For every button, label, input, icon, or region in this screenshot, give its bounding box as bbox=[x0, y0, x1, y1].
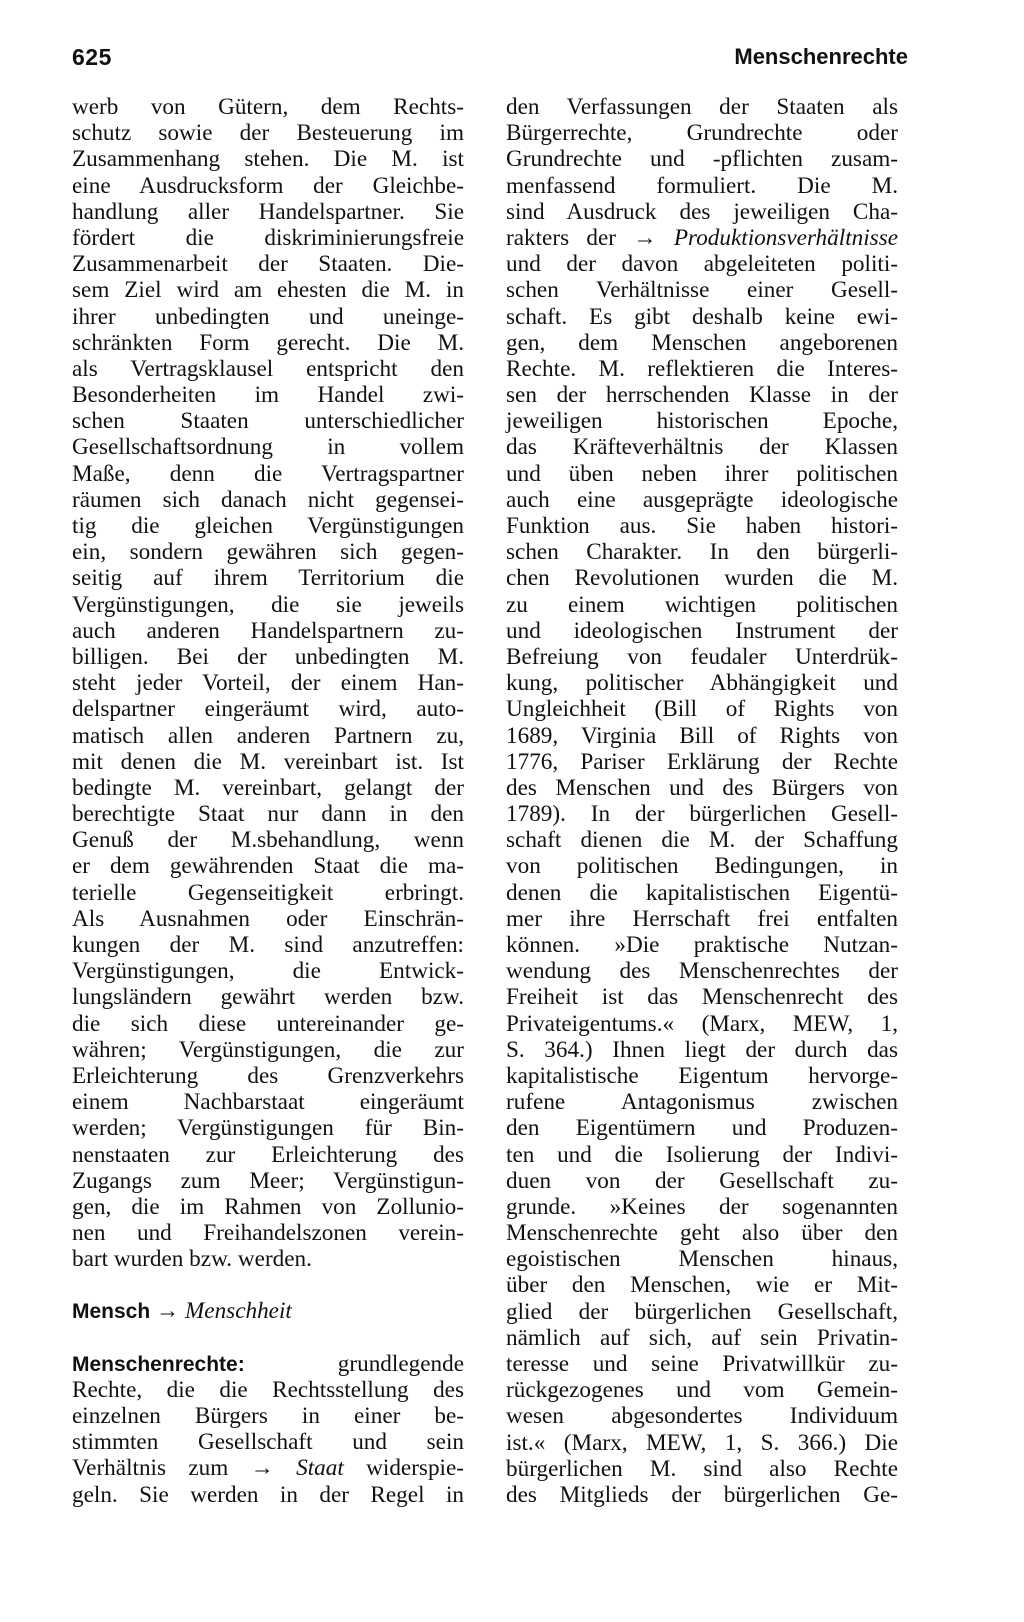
text-line: schränkten Form gerecht. Die M. bbox=[72, 329, 464, 356]
text-line: rückgezogenes und vom Gemein- bbox=[506, 1377, 898, 1404]
text-line: die sich diese untereinander ge- bbox=[72, 1010, 464, 1037]
text-line: mit denen die M. vereinbart ist. Ist bbox=[72, 748, 464, 775]
text-line: stimmten Gesellschaft und sein bbox=[72, 1429, 464, 1456]
text-line: nenstaaten zur Erleichterung des bbox=[72, 1141, 464, 1168]
text-line: steht jeder Vorteil, der einem Han- bbox=[72, 670, 464, 697]
cross-reference: Menschheit bbox=[184, 1298, 292, 1325]
text-line: zu einem wichtigen politischen bbox=[506, 591, 898, 618]
paragraph-gap bbox=[72, 1325, 464, 1351]
text-line: berechtigte Staat nur dann in den bbox=[72, 801, 464, 828]
text-line: sem Ziel wird am ehesten die M. in bbox=[72, 277, 464, 304]
text-line: nämlich auf sich, auf sein Privatin- bbox=[506, 1324, 898, 1351]
paragraph-gap bbox=[72, 1272, 464, 1298]
text-line: matisch allen anderen Partnern zu, bbox=[72, 722, 464, 749]
text-line: billigen. Bei der unbedingten M. bbox=[72, 643, 464, 670]
text-line: Grundrechte und -pflichten zusam- bbox=[506, 146, 898, 173]
text-line: Zusammenhang stehen. Die M. ist bbox=[72, 146, 464, 173]
text-line: terielle Gegenseitigkeit erbringt. bbox=[72, 879, 464, 906]
text-line: gen, die im Rahmen von Zollunio- bbox=[72, 1193, 464, 1220]
text-line: können. »Die praktische Nutzan- bbox=[506, 932, 898, 958]
text-line: schaft. Es gibt deshalb keine ewi- bbox=[506, 303, 898, 330]
text-line: denen die kapitalistischen Eigentü- bbox=[506, 879, 898, 906]
text-line: wendung des Menschenrechtes der bbox=[506, 958, 898, 985]
text-line: grunde. »Keines der sogenannten bbox=[506, 1193, 898, 1220]
text-line: mer ihre Herrschaft frei entfalten bbox=[506, 905, 898, 932]
text-line: gen, dem Menschen angeborenen bbox=[506, 329, 898, 356]
arrow-icon: → bbox=[155, 1298, 180, 1325]
running-head: Menschenrechte bbox=[734, 44, 908, 69]
text-line: rufene Antagonismus zwischen bbox=[506, 1089, 898, 1116]
text-segment: widerspie- bbox=[366, 1455, 464, 1482]
text-line: 1789). In der bürgerlichen Gesell- bbox=[506, 801, 898, 828]
text-line: und der davon abgeleiteten politi- bbox=[506, 251, 898, 278]
text-line: Menschenrechte geht also über den bbox=[506, 1220, 898, 1247]
text-line: ten und die Isolierung der Indivi- bbox=[506, 1141, 898, 1168]
text-line: bedingte M. vereinbart, gelangt der bbox=[72, 774, 464, 801]
text-line: schen Charakter. In den bürgerli- bbox=[506, 539, 898, 566]
text-line: Maße, denn die Vertragspartner bbox=[72, 460, 464, 487]
text-line: sind Ausdruck des jeweiligen Cha- bbox=[506, 198, 898, 225]
text-line: schen Verhältnisse einer Gesell- bbox=[506, 277, 898, 304]
text-line: Bürgerrechte, Grundrechte oder bbox=[506, 120, 898, 147]
text-line: delspartner eingeräumt wird, auto- bbox=[72, 696, 464, 723]
text-line: ihrer unbedingten und uneinge- bbox=[72, 303, 464, 330]
text-line: auch eine ausgeprägte ideologische bbox=[506, 486, 898, 513]
text-line: schaft dienen die M. der Schaffung bbox=[506, 827, 898, 854]
text-line: werden; Vergünstigungen für Bin- bbox=[72, 1115, 464, 1142]
text-line: Als Ausnahmen oder Einschrän- bbox=[72, 905, 464, 932]
text-line: duen von der Gesellschaft zu- bbox=[506, 1167, 898, 1194]
text-line: Rechte. M. reflektieren die Interes- bbox=[506, 355, 898, 382]
text-line: wesen abgesondertes Individuum bbox=[506, 1403, 898, 1430]
text-line bbox=[72, 1455, 464, 1481]
text-line: Freiheit ist das Menschenrecht des bbox=[506, 984, 898, 1011]
text-line: tig die gleichen Vergünstigungen bbox=[72, 513, 464, 539]
page-header bbox=[72, 44, 908, 78]
text-line: Rechte, die die Rechtsstellung des bbox=[72, 1376, 464, 1403]
text-line: lungsländern gewährt werden bzw. bbox=[72, 984, 464, 1011]
text-line: kapitalistische Eigentum hervorge- bbox=[506, 1062, 898, 1089]
text-line: jeweiligen historischen Epoche, bbox=[506, 408, 898, 435]
entry-term: Menschenrechte: bbox=[72, 1352, 245, 1376]
entry-term: Mensch bbox=[72, 1300, 151, 1324]
text-line: teresse und seine Privatwillkür zu- bbox=[506, 1351, 898, 1377]
text-line: ein, sondern gewähren sich gegen- bbox=[72, 539, 464, 566]
text-line: geln. Sie werden in der Regel in bbox=[72, 1481, 464, 1508]
text-line: handlung aller Handelspartner. Sie bbox=[72, 198, 464, 225]
text-line bbox=[506, 225, 898, 251]
text-line: werb von Gütern, dem Rechts- bbox=[72, 94, 464, 120]
text-line: kungen der M. sind anzutreffen: bbox=[72, 932, 464, 958]
text-line: schutz sowie der Besteuerung im bbox=[72, 120, 464, 147]
text-line: Ungleichheit (Bill of Rights von bbox=[506, 696, 898, 723]
page-number: 625 bbox=[72, 44, 112, 70]
text-segment: grundlegende bbox=[337, 1350, 464, 1377]
arrow-icon: → bbox=[633, 224, 657, 251]
text-line: er dem gewährenden Staat die ma- bbox=[72, 853, 464, 880]
text-line: Vergünstigungen, die Entwick- bbox=[72, 958, 464, 985]
text-line: Zugangs zum Meer; Vergünstigun- bbox=[72, 1167, 464, 1194]
text-line: und üben neben ihrer politischen bbox=[506, 460, 898, 487]
text-line: Vergünstigungen, die sie jeweils bbox=[72, 591, 464, 618]
text-line: Funktion aus. Sie haben histori- bbox=[506, 513, 898, 539]
text-line: Zusammenarbeit der Staaten. Die- bbox=[72, 251, 464, 278]
right-column bbox=[506, 94, 898, 1508]
text-line: Erleichterung des Grenzverkehrs bbox=[72, 1062, 464, 1089]
text-line: fördert die diskriminierungsfreie bbox=[72, 224, 464, 251]
text-line: glied der bürgerlichen Gesellschaft, bbox=[506, 1298, 898, 1325]
text-line: eine Ausdrucksform der Gleichbe- bbox=[72, 172, 464, 199]
text-line: währen; Vergünstigungen, die zur bbox=[72, 1036, 464, 1063]
text-line: bürgerlichen M. sind also Rechte bbox=[506, 1455, 898, 1482]
text-line: auch anderen Handelspartnern zu- bbox=[72, 617, 464, 644]
text-line: kung, politischer Abhängigkeit und bbox=[506, 670, 898, 697]
cross-reference: Staat bbox=[296, 1455, 344, 1482]
text-line: 1689, Virginia Bill of Rights von bbox=[506, 722, 898, 749]
text-line: einem Nachbarstaat eingeräumt bbox=[72, 1089, 464, 1116]
text-segment: rakters der bbox=[506, 224, 617, 251]
text-line: schen Staaten unterschiedlicher bbox=[72, 408, 464, 435]
text-line: Genuß der M.sbehandlung, wenn bbox=[72, 827, 464, 854]
text-line: des Mitglieds der bürgerlichen Ge- bbox=[506, 1481, 898, 1508]
entry-mensch bbox=[72, 1298, 464, 1324]
text-line: den Verfassungen der Staaten als bbox=[506, 94, 898, 120]
text-line: über den Menschen, wie er Mit- bbox=[506, 1272, 898, 1299]
text-segment: Verhältnis zum bbox=[72, 1455, 229, 1482]
text-line: sen der herrschenden Klasse in der bbox=[506, 382, 898, 409]
text-line: und ideologischen Instrument der bbox=[506, 617, 898, 644]
text-line: 1776, Pariser Erklärung der Rechte bbox=[506, 748, 898, 775]
text-line: bart wurden bzw. werden. bbox=[72, 1246, 312, 1273]
text-line: chen Revolutionen wurden die M. bbox=[506, 565, 898, 592]
text-line: S. 364.) Ihnen liegt der durch das bbox=[506, 1036, 898, 1063]
text-line: Privateigentums.« (Marx, MEW, 1, bbox=[506, 1010, 898, 1037]
text-line: von politischen Bedingungen, in bbox=[506, 853, 898, 880]
text-line: als Vertragsklausel entspricht den bbox=[72, 355, 464, 382]
text-line: räumen sich danach nicht gegensei- bbox=[72, 486, 464, 513]
text-line: seitig auf ihrem Territorium die bbox=[72, 565, 464, 592]
text-line: nen und Freihandelszonen verein- bbox=[72, 1220, 464, 1247]
text-line: den Eigentümern und Produzen- bbox=[506, 1115, 898, 1142]
left-column bbox=[72, 94, 464, 1508]
text-line: einzelnen Bürgers in einer be- bbox=[72, 1403, 464, 1429]
arrow-icon: → bbox=[250, 1455, 274, 1482]
entry-menschenrechte bbox=[72, 1351, 464, 1377]
text-line: Befreiung von feudaler Unterdrük- bbox=[506, 643, 898, 670]
text-line: Gesellschaftsordnung in vollem bbox=[72, 434, 464, 461]
text-line: egoistischen Menschen hinaus, bbox=[506, 1246, 898, 1273]
text-line: das Kräfteverhältnis der Klassen bbox=[506, 434, 898, 461]
text-line: Besonderheiten im Handel zwi- bbox=[72, 382, 464, 409]
text-line: menfassend formuliert. Die M. bbox=[506, 172, 898, 199]
text-line: des Menschen und des Bürgers von bbox=[506, 774, 898, 801]
text-line: ist.« (Marx, MEW, 1, S. 366.) Die bbox=[506, 1429, 898, 1456]
cross-reference: Produktionsverhältnisse bbox=[673, 224, 899, 251]
